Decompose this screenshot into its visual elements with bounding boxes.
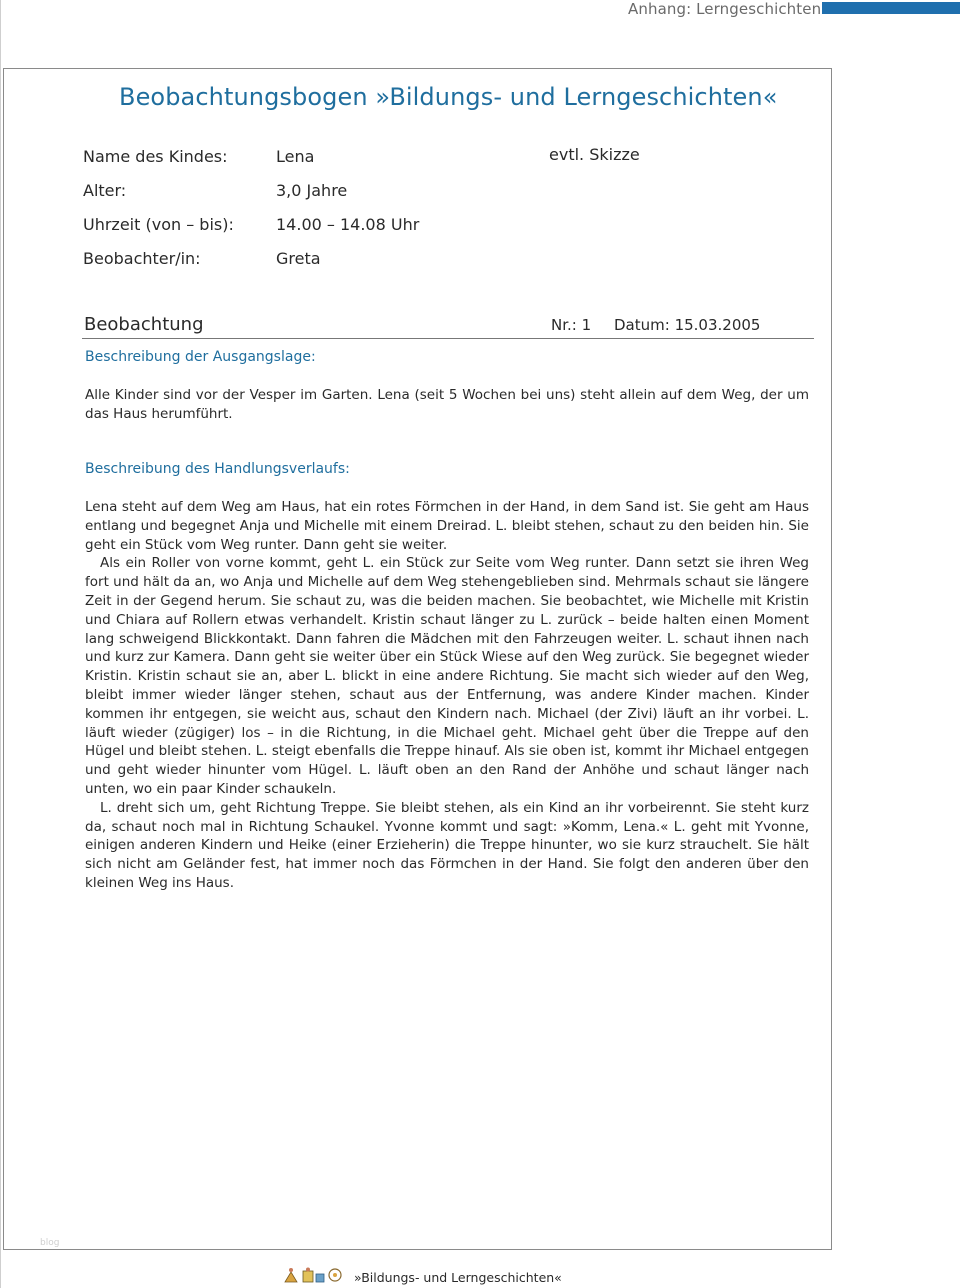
footer-label: »Bildungs- und Lerngeschichten« bbox=[354, 1270, 562, 1285]
children-drawing-icon bbox=[283, 1266, 347, 1284]
course-paragraph-3: L. dreht sich um, geht Richtung Treppe. Sie bleibt stehen, als ein Kind an ihr vorbeirennt. Sie steht kurz da, schaut noch mal in Richtung Schaukel. Yvonne kommt und sagt: »Komm, Lena.« L. geht mit Yvonne, einigen anderen Kindern und Heike (einer Erzieherin) die Treppe hinunter, wo sie kurz strauchelt. Sie hält sich nicht am Geländer fest, hat immer noch das Förmchen in der Hand. Sie folgt den anderen über den kleinen Weg ins Haus. bbox=[85, 799, 809, 891]
course-paragraph-1: Lena steht auf dem Weg am Haus, hat ein rotes Förmchen in der Hand, in dem Sand ist. Sie geht am Haus entlang und begegnet Anja und Michelle mit einem Dreirad. L. bleibt stehen, schaut zu den beiden hin. Sie geht ein Stück vom Weg runter. Dann geht sie weiter. bbox=[85, 499, 809, 553]
field-label-observer: Beobachter/in: bbox=[83, 249, 201, 268]
observation-date: Datum: 15.03.2005 bbox=[614, 316, 761, 334]
field-label-name: Name des Kindes: bbox=[83, 147, 228, 166]
observation-divider bbox=[82, 338, 814, 339]
page-edge bbox=[0, 0, 1, 1288]
form-title: Beobachtungsbogen »Bildungs- und Lerngeschichten« bbox=[119, 83, 778, 111]
course-text bbox=[85, 498, 809, 893]
field-value-age: 3,0 Jahre bbox=[276, 181, 348, 200]
field-value-time: 14.00 – 14.08 Uhr bbox=[276, 215, 420, 234]
field-value-observer: Greta bbox=[276, 249, 321, 268]
course-paragraph-2: Als ein Roller von vorne kommt, geht L. ein Stück zur Seite vom Weg runter. Dann setzt sie ihren Weg fort und hält da an, wo Anja und Michelle auf dem Weg stehengeblieben sind. Mehrmals schaut sie längere Zeit in der Gegend herum. Sie schaut zu, was die beiden machen. Sie beobachtet, wie Michelle mit Kristin und Chiara auf Rollern etwas verhandelt. Kristin schaut länger zu L. zurück – beide halten einen Moment lang schweigend Blickkontakt. Dann fahren die Mädchen mit den Fahrzeugen weiter. L. schaut ihnen nach und kurz zur Kamera. Dann geht sie weiter über ein Stück Wiese auf den Weg zurück. Sie begegnet wieder Kristin. Kristin schaut sie an, aber L. blickt in eine andere Richtung. Sie macht sich wieder auf den Weg, bleibt immer wieder länger stehen, schaut aus der Entfernung, was andere Kinder machen. Kinder kommen ihr entgegen, sie weicht aus, schaut den Kindern nach. Michael (der Zivi) läuft an ihr vorbei. L. läuft wieder (zügiger) los – in die Richtung, in die Michael geht. Michael geht über die Treppe auf den Hügel und bleibt stehen. L. steigt ebenfalls die Treppe hinauf. Als sie oben ist, kommt ihr Michael entgegen und geht wieder hinunter vom Hügel. L. läuft oben an den Rand der Anhöhe und schaut länger nach unten, wo ein paar Kinder schaukeln. bbox=[85, 555, 809, 797]
sketch-label: evtl. Skizze bbox=[549, 145, 640, 164]
field-label-time: Uhrzeit (von – bis): bbox=[83, 215, 234, 234]
watermark: blog bbox=[40, 1238, 60, 1248]
initial-situation-paragraph: Alle Kinder sind vor der Vesper im Garten. Lena (seit 5 Wochen bei uns) steht allein auf dem Weg, der um das Haus herumführt. bbox=[85, 387, 809, 422]
header-accent-bar bbox=[822, 2, 960, 14]
field-value-name: Lena bbox=[276, 147, 315, 166]
field-label-age: Alter: bbox=[83, 181, 127, 200]
initial-situation-title: Beschreibung der Ausgangslage: bbox=[85, 349, 316, 365]
observation-number: Nr.: 1 bbox=[551, 316, 592, 334]
running-header: Anhang: Lerngeschichten bbox=[628, 0, 822, 18]
course-title: Beschreibung des Handlungsverlaufs: bbox=[85, 461, 350, 477]
initial-situation-text bbox=[85, 386, 809, 424]
observation-heading: Beobachtung bbox=[84, 314, 204, 335]
